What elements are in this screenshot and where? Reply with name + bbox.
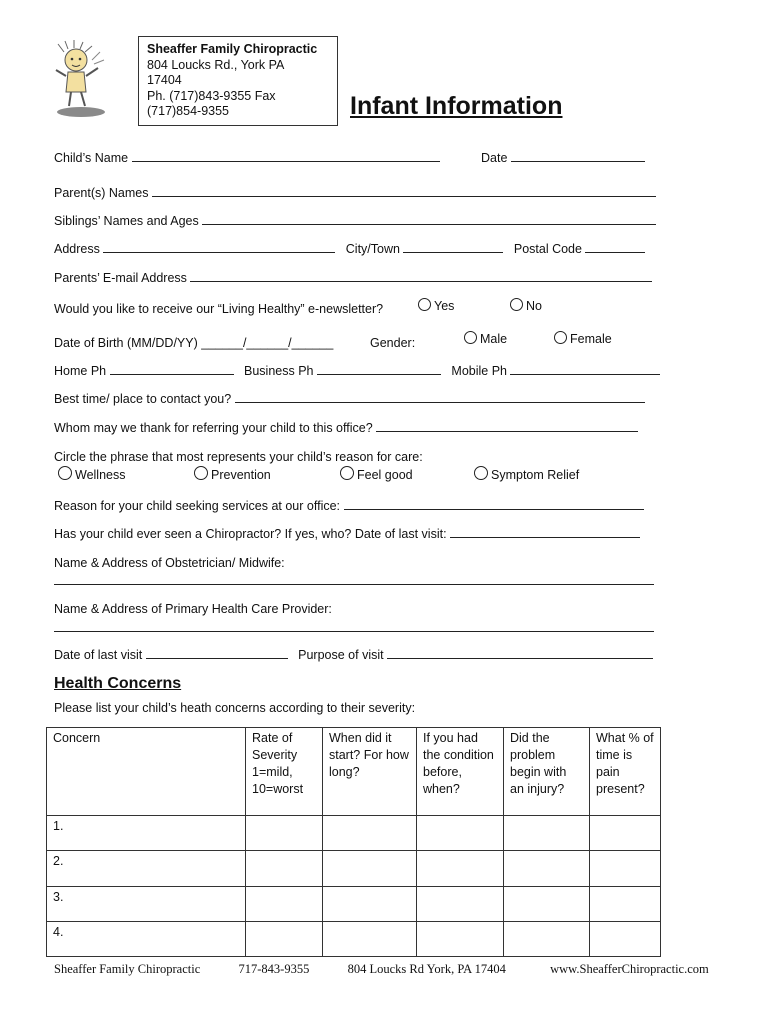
table-cell[interactable]: [246, 851, 323, 887]
best-time-label: Best time/ place to contact you?: [54, 392, 232, 406]
footer-phone: 717-843-9355: [238, 962, 310, 976]
table-cell[interactable]: [590, 887, 661, 922]
email-row: [54, 270, 652, 286]
row-1-concern[interactable]: [47, 816, 246, 851]
row-number: 2.: [53, 854, 64, 868]
table-cell[interactable]: [504, 887, 590, 922]
seen-chiro-row: [54, 526, 640, 542]
primary-care-label: Name & Address of Primary Health Care Provider:: [54, 602, 332, 616]
radio-wellness-icon[interactable]: [58, 466, 72, 480]
row-number: 1.: [53, 819, 64, 833]
address-field[interactable]: [103, 241, 335, 253]
clinic-logo: [52, 40, 110, 122]
table-row: [47, 922, 661, 957]
clinic-address-line1: 804 Loucks Rd., York PA: [147, 57, 285, 72]
mobile-ph-label: Mobile Ph: [451, 364, 507, 378]
child-name-field[interactable]: [132, 150, 440, 162]
date-field[interactable]: [511, 150, 645, 162]
parents-field[interactable]: [152, 185, 656, 197]
footer: [54, 962, 709, 977]
feel-good-label: Feel good: [357, 468, 413, 482]
symptom-relief-label: Symptom Relief: [491, 468, 580, 482]
radio-no-icon[interactable]: [510, 298, 523, 311]
table-cell[interactable]: [323, 816, 417, 851]
gender-label: Gender:: [370, 336, 416, 350]
male-label: Male: [480, 332, 508, 346]
table-cell[interactable]: [323, 851, 417, 887]
newsletter-no-option[interactable]: [510, 298, 542, 314]
radio-prevention-icon[interactable]: [194, 466, 208, 480]
header-before: If you had the condition before, when?: [417, 728, 504, 816]
seen-chiro-field[interactable]: [450, 526, 640, 538]
email-label: Parents’ E-mail Address: [54, 271, 187, 285]
yes-label: Yes: [434, 299, 455, 313]
row-4-concern[interactable]: [47, 922, 246, 957]
postal-label: Postal Code: [513, 242, 582, 256]
newsletter-yes-option[interactable]: [418, 298, 454, 314]
date-row: [481, 150, 645, 166]
reason-seeking-label: Reason for your child seeking services at our office:: [54, 499, 341, 513]
radio-female-icon[interactable]: [554, 331, 567, 344]
address-label: Address: [54, 242, 100, 256]
clinic-fax: (717)854-9355: [147, 104, 230, 118]
header-concern: Concern: [47, 728, 246, 816]
table-cell[interactable]: [417, 887, 504, 922]
best-time-row: [54, 391, 645, 407]
referral-row: [54, 420, 638, 436]
siblings-field[interactable]: [202, 213, 656, 225]
seen-chiro-label: Has your child ever seen a Chiropractor? If yes, who? Date of last visit:: [54, 527, 447, 541]
parents-row: [54, 185, 656, 201]
no-label: No: [526, 299, 542, 313]
table-cell[interactable]: [246, 816, 323, 851]
purpose-label: Purpose of visit: [298, 648, 384, 662]
female-label: Female: [570, 332, 612, 346]
footer-website: www.SheafferChiropractic.com: [550, 962, 709, 976]
row-3-concern[interactable]: [47, 887, 246, 922]
table-cell[interactable]: [590, 922, 661, 957]
row-number: 4.: [53, 925, 64, 939]
table-cell[interactable]: [417, 922, 504, 957]
siblings-row: [54, 213, 656, 229]
obstetrician-field[interactable]: [54, 584, 654, 585]
business-ph-label: Business Ph: [244, 364, 314, 378]
radio-male-icon[interactable]: [464, 331, 477, 344]
footer-clinic: Sheaffer Family Chiropractic: [54, 962, 201, 976]
phones-row: [54, 363, 660, 379]
clinic-phone: Ph. (717)843-9355 Fax: [147, 88, 276, 103]
referral-label: Whom may we thank for referring your child to this office?: [54, 421, 373, 435]
primary-care-field[interactable]: [54, 631, 654, 632]
parents-label: Parent(s) Names: [54, 186, 149, 200]
header-injury: Did the problem begin with an injury?: [504, 728, 590, 816]
wellness-label: Wellness: [75, 468, 126, 482]
child-name-row: [54, 150, 440, 166]
city-label: City/Town: [345, 242, 400, 256]
business-ph-field[interactable]: [317, 363, 441, 375]
table-cell[interactable]: [323, 887, 417, 922]
table-cell[interactable]: [504, 922, 590, 957]
clinic-address-line2: 17404: [147, 73, 182, 87]
table-header-row: [47, 728, 661, 816]
table-row: [47, 851, 661, 887]
table-cell[interactable]: [246, 922, 323, 957]
mobile-ph-field[interactable]: [510, 363, 660, 375]
dob-field[interactable]: Date of Birth (MM/DD/YY) ______/______/______: [54, 336, 334, 350]
referral-field[interactable]: [376, 420, 638, 432]
table-cell[interactable]: [323, 922, 417, 957]
home-ph-field[interactable]: [110, 363, 234, 375]
radio-yes-icon[interactable]: [418, 298, 431, 311]
date-label: Date: [481, 151, 508, 165]
radio-symptom-relief-icon[interactable]: [474, 466, 488, 480]
header-start: When did it start? For how long?: [323, 728, 417, 816]
radio-feel-good-icon[interactable]: [340, 466, 354, 480]
health-concerns-table: [46, 727, 661, 957]
feel-good-option[interactable]: [340, 466, 413, 483]
row-2-concern[interactable]: [47, 851, 246, 887]
table-cell[interactable]: [590, 816, 661, 851]
wellness-option[interactable]: [58, 466, 125, 483]
prevention-option[interactable]: [194, 466, 271, 483]
prevention-label: Prevention: [211, 468, 271, 482]
gender-female-option[interactable]: [554, 331, 612, 347]
child-name-label: Child’s Name: [54, 151, 129, 165]
row-number: 3.: [53, 890, 64, 904]
table-row: [47, 887, 661, 922]
page-title: Infant Information: [350, 92, 563, 120]
last-visit-label: Date of last visit: [54, 648, 143, 662]
header-pain: What % of time is pain present?: [590, 728, 661, 816]
city-field[interactable]: [403, 241, 503, 253]
purpose-field[interactable]: [387, 647, 653, 659]
postal-field[interactable]: [585, 241, 645, 253]
health-instruction: Please list your child’s heath concerns according to their severity:: [54, 701, 416, 715]
table-cell[interactable]: [417, 851, 504, 887]
clinic-name: Sheaffer Family Chiropractic: [147, 42, 318, 56]
table-cell[interactable]: [417, 816, 504, 851]
symptom-relief-option[interactable]: [474, 466, 579, 483]
last-visit-row: [54, 647, 653, 663]
home-ph-label: Home Ph: [54, 364, 107, 378]
best-time-field[interactable]: [235, 391, 645, 403]
siblings-label: Siblings’ Names and Ages: [54, 214, 199, 228]
address-row: [54, 241, 645, 257]
reason-phrase-label: Circle the phrase that most represents your child’s reason for care:: [54, 450, 423, 464]
table-cell[interactable]: [504, 816, 590, 851]
email-field[interactable]: [190, 270, 652, 282]
last-visit-field[interactable]: [146, 647, 288, 659]
reason-seeking-row: [54, 498, 644, 514]
table-cell[interactable]: [504, 851, 590, 887]
table-cell[interactable]: [590, 851, 661, 887]
health-concerns-title: Health Concerns: [54, 675, 182, 692]
footer-address: 804 Loucks Rd York, PA 17404: [347, 962, 506, 976]
obstetrician-label: Name & Address of Obstetrician/ Midwife:: [54, 556, 285, 570]
clinic-info-box: [138, 36, 338, 126]
gender-male-option[interactable]: [464, 331, 507, 347]
header-severity: Rate of Severity 1=mild, 10=worst: [246, 728, 323, 816]
table-row: [47, 816, 661, 851]
newsletter-question: Would you like to receive our “Living Healthy” e-newsletter?: [54, 302, 384, 316]
table-cell[interactable]: [246, 887, 323, 922]
reason-seeking-field[interactable]: [344, 498, 644, 510]
